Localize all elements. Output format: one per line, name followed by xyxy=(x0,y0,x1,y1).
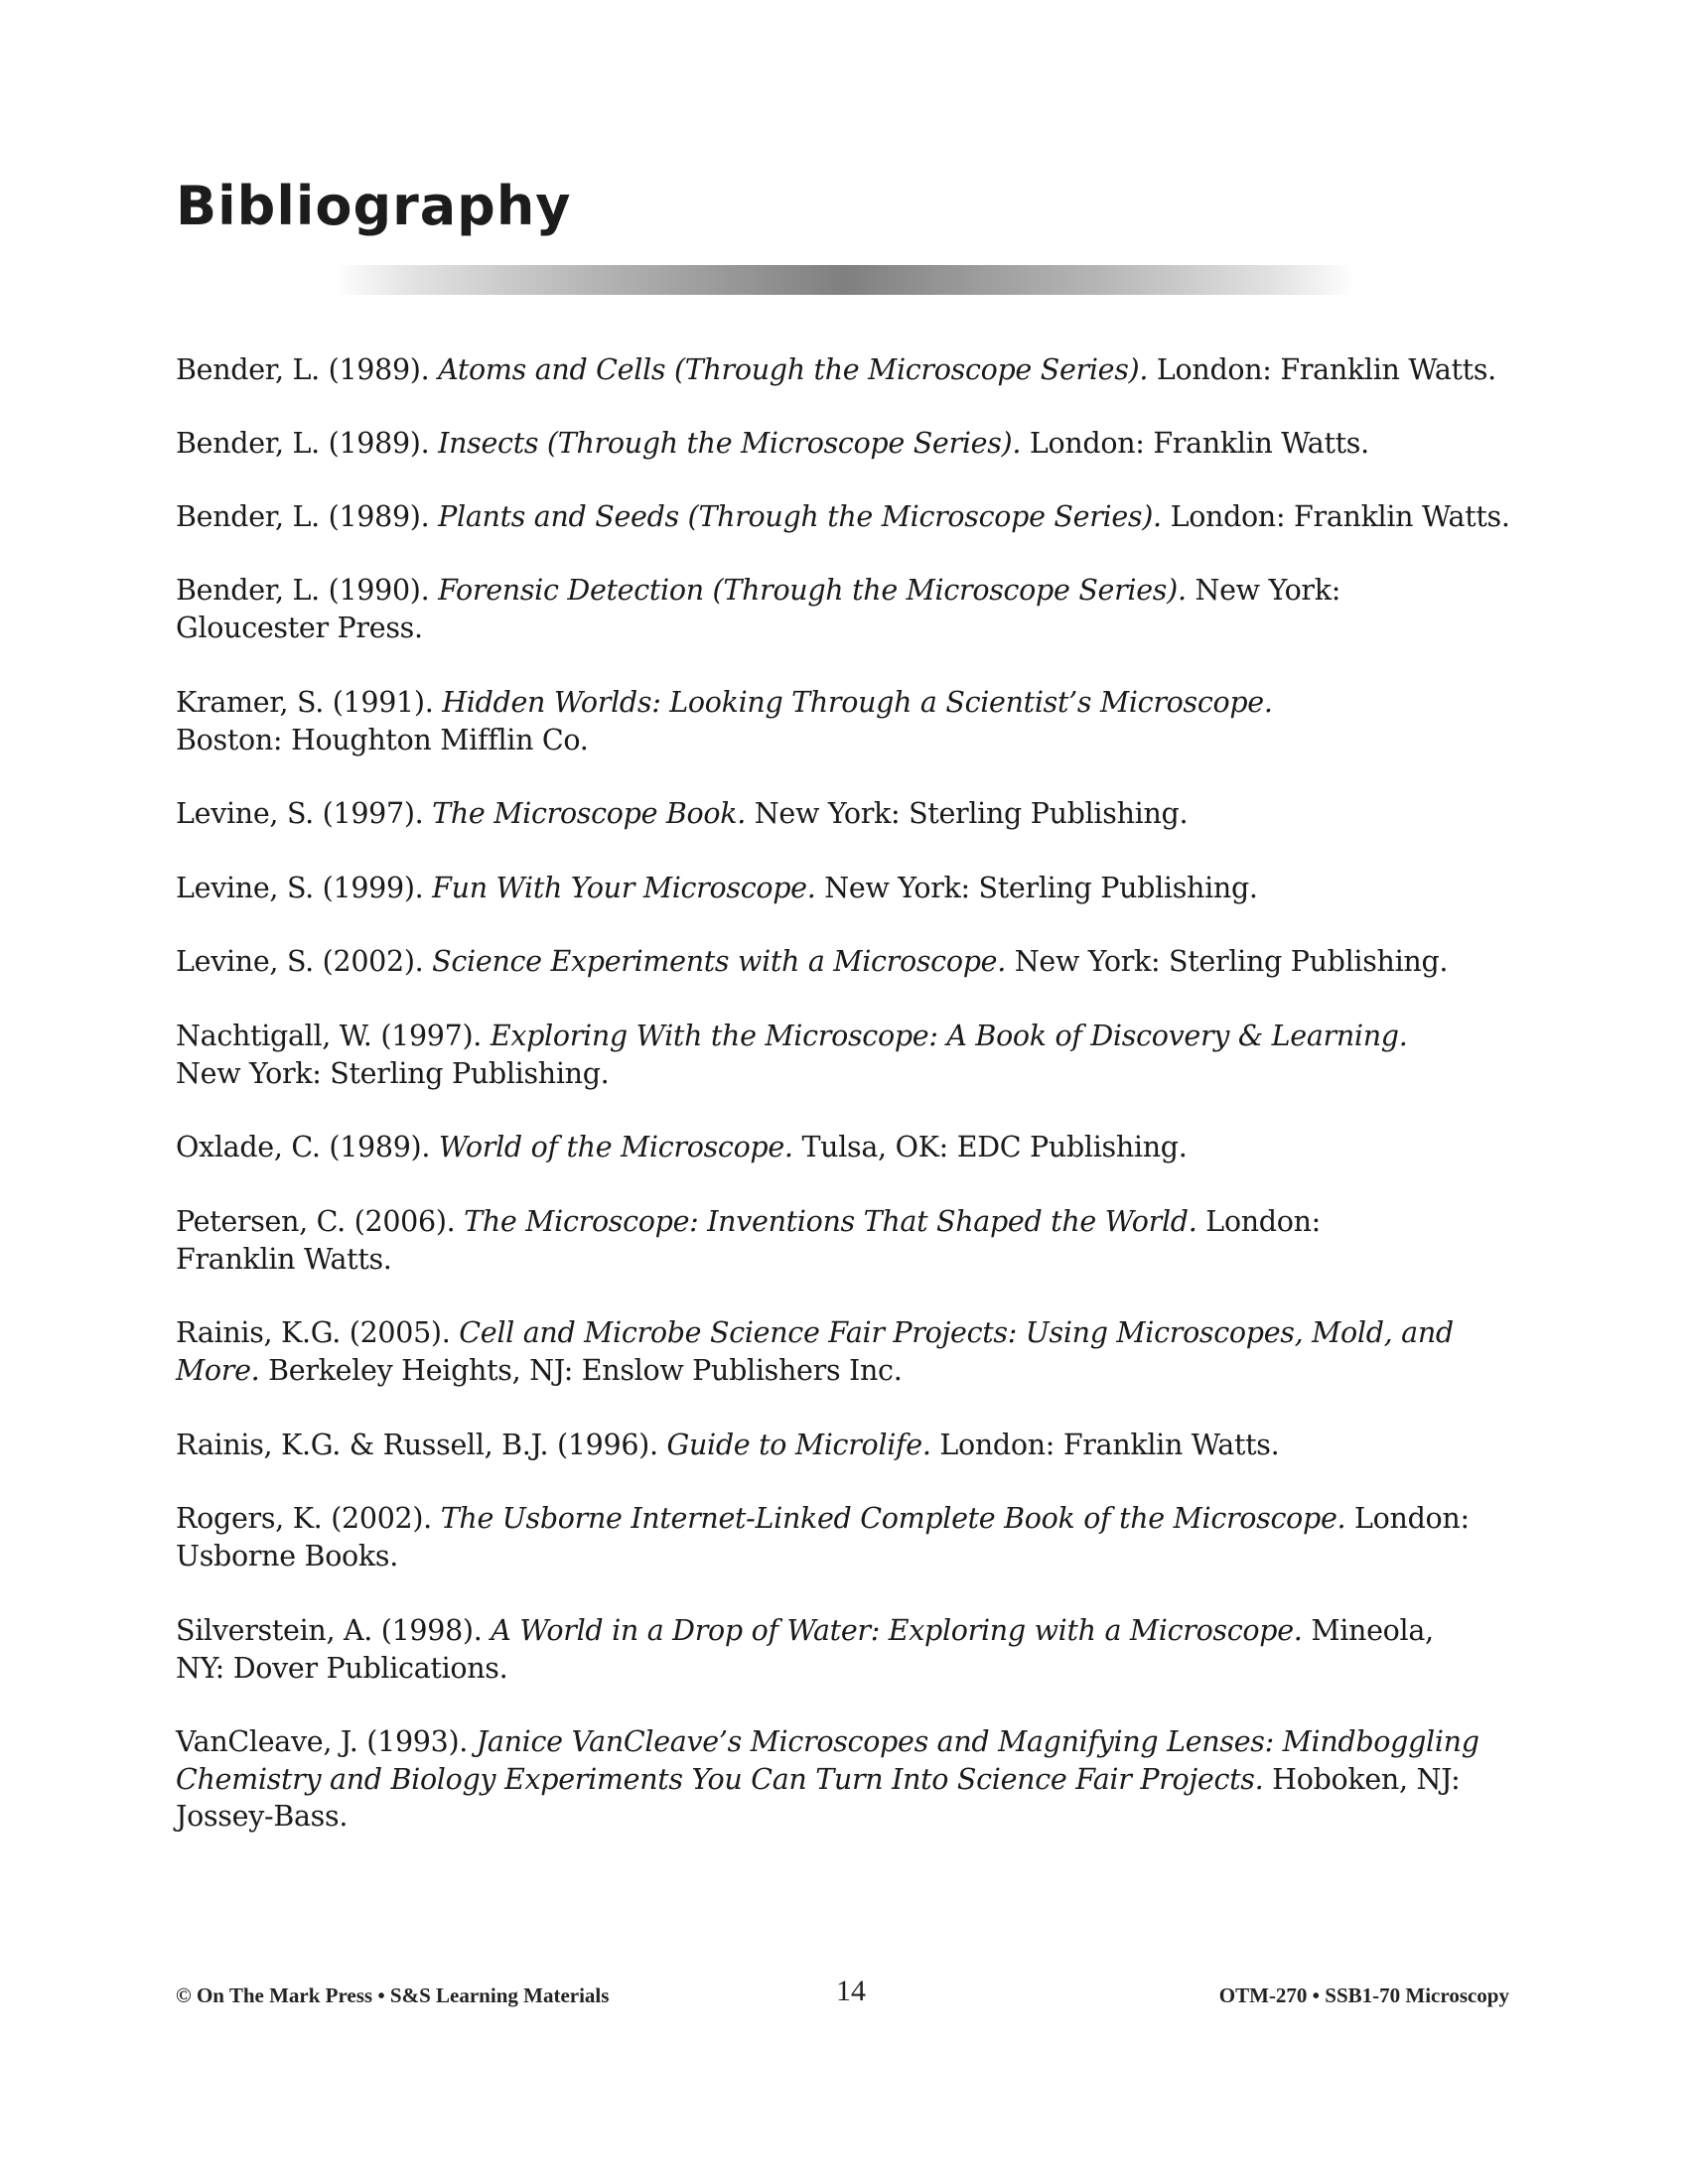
entry-author-year: Rogers, K. (2002). xyxy=(176,1502,441,1535)
bibliography-entry xyxy=(176,1203,1357,1278)
entry-publisher: Berkeley Heights, NJ: Enslow Publishers Inc. xyxy=(259,1353,903,1387)
bibliography-entry xyxy=(176,1500,1511,1574)
entry-author-year: Nachtigall, W. (1997). xyxy=(176,1020,491,1052)
bibliography-entry xyxy=(176,870,1511,907)
entry-publisher: London: Franklin Watts. xyxy=(176,1205,1321,1276)
entry-title: Insects (Through the Microscope Series). xyxy=(438,427,1022,460)
entry-title: A World in a Drop of Water: Exploring with a Microscope. xyxy=(491,1614,1303,1647)
entry-title: Exploring With the Microscope: A Book of Discovery & Learning. xyxy=(490,1020,1408,1052)
bibliography-entry xyxy=(176,1723,1511,1836)
entry-publisher: Mineola, NY: Dover Publications. xyxy=(176,1614,1434,1685)
entry-publisher: London: Franklin Watts. xyxy=(1021,427,1369,460)
entry-publisher: New York: Sterling Publishing. xyxy=(1005,945,1449,978)
entry-title: The Microscope Book. xyxy=(432,797,747,830)
bibliography-entry xyxy=(176,1612,1467,1687)
entry-author-year: Bender, L. (1989). xyxy=(176,500,439,533)
entry-title: Guide to Microlife. xyxy=(666,1429,931,1461)
entry-title: Fun With Your Microscope. xyxy=(432,872,816,904)
entry-title: Plants and Seeds (Through the Microscope Series). xyxy=(438,500,1162,533)
entry-author-year: Rainis, K.G. & Russell, B.J. (1996). xyxy=(176,1429,667,1461)
bibliography-entry xyxy=(176,684,1377,758)
entry-title: The Microscope: Inventions That Shaped the World. xyxy=(464,1205,1197,1238)
bibliography-entry xyxy=(176,1129,1511,1166)
bibliography-entry xyxy=(176,1018,1427,1092)
bibliography-entry xyxy=(176,572,1347,646)
entry-author-year: Oxlade, C. (1989). xyxy=(176,1131,439,1163)
entry-author-year: Levine, S. (1997). xyxy=(176,797,433,830)
bibliography-entry xyxy=(176,425,1511,463)
entry-title: Janice VanCleave’s Microscopes and Magnifying Lenses: Mindboggling Chemistry and Biology Experiments You Can Turn Into Science Fair Projects. xyxy=(176,1725,1479,1796)
entry-author-year: VanCleave, J. (1993). xyxy=(176,1725,477,1758)
entry-publisher: New York: Sterling Publishing. xyxy=(746,797,1189,830)
entry-title: Hidden Worlds: Looking Through a Scientist’s Microscope. xyxy=(442,686,1273,719)
bibliography-entry xyxy=(176,943,1511,981)
entry-publisher: Boston: Houghton Mifflin Co. xyxy=(176,723,589,756)
entry-author-year: Levine, S. (1999). xyxy=(176,872,433,904)
bibliography-entry xyxy=(176,351,1511,389)
bibliography-entry xyxy=(176,795,1511,833)
title-divider xyxy=(333,265,1355,295)
entry-publisher: New York: Sterling Publishing. xyxy=(815,872,1258,904)
bibliography-entry xyxy=(176,1427,1511,1464)
entry-publisher: London: Usborne Books. xyxy=(176,1502,1470,1572)
entry-author-year: Bender, L. (1989). xyxy=(176,353,439,386)
entry-title: Science Experiments with a Microscope. xyxy=(432,945,1006,978)
entry-author-year: Petersen, C. (2006). xyxy=(176,1205,465,1238)
entry-publisher: New York: Sterling Publishing. xyxy=(176,1056,610,1090)
entry-author-year: Silverstein, A. (1998). xyxy=(176,1614,492,1647)
page-title: Bibliography xyxy=(176,175,572,237)
entry-author-year: Bender, L. (1989). xyxy=(176,427,439,460)
entry-author-year: Rainis, K.G. (2005). xyxy=(176,1316,460,1349)
entry-title: Cell and Microbe Science Fair Projects: Using Microscopes, Mold, and More. xyxy=(176,1316,1454,1387)
footer-publisher: © On The Mark Press • S&S Learning Materials xyxy=(176,1983,610,2007)
entry-publisher: Hoboken, NJ: Jossey-Bass. xyxy=(176,1762,1461,1833)
entry-title: The Usborne Internet-Linked Complete Book of the Microscope. xyxy=(440,1502,1346,1535)
entry-title: Atoms and Cells (Through the Microscope Series). xyxy=(438,353,1149,386)
footer-product-code: OTM-270 • SSB1-70 Microscopy xyxy=(1218,1983,1509,2007)
page-number: 14 xyxy=(836,1975,866,2007)
entry-publisher: London: Franklin Watts. xyxy=(1161,500,1510,533)
entry-publisher: Tulsa, OK: EDC Publishing. xyxy=(792,1131,1188,1163)
entry-publisher: London: Franklin Watts. xyxy=(1148,353,1496,386)
entry-author-year: Kramer, S. (1991). xyxy=(176,686,443,719)
entry-author-year: Levine, S. (2002). xyxy=(176,945,433,978)
bibliography-entry xyxy=(176,498,1511,536)
bibliography-entry xyxy=(176,1314,1511,1389)
entry-publisher: New York: Gloucester Press. xyxy=(176,574,1341,644)
entry-publisher: London: Franklin Watts. xyxy=(930,1429,1280,1461)
entry-author-year: Bender, L. (1990). xyxy=(176,574,439,607)
entry-title: Forensic Detection (Through the Microscope Series). xyxy=(438,574,1187,607)
entry-title: World of the Microscope. xyxy=(438,1131,793,1163)
